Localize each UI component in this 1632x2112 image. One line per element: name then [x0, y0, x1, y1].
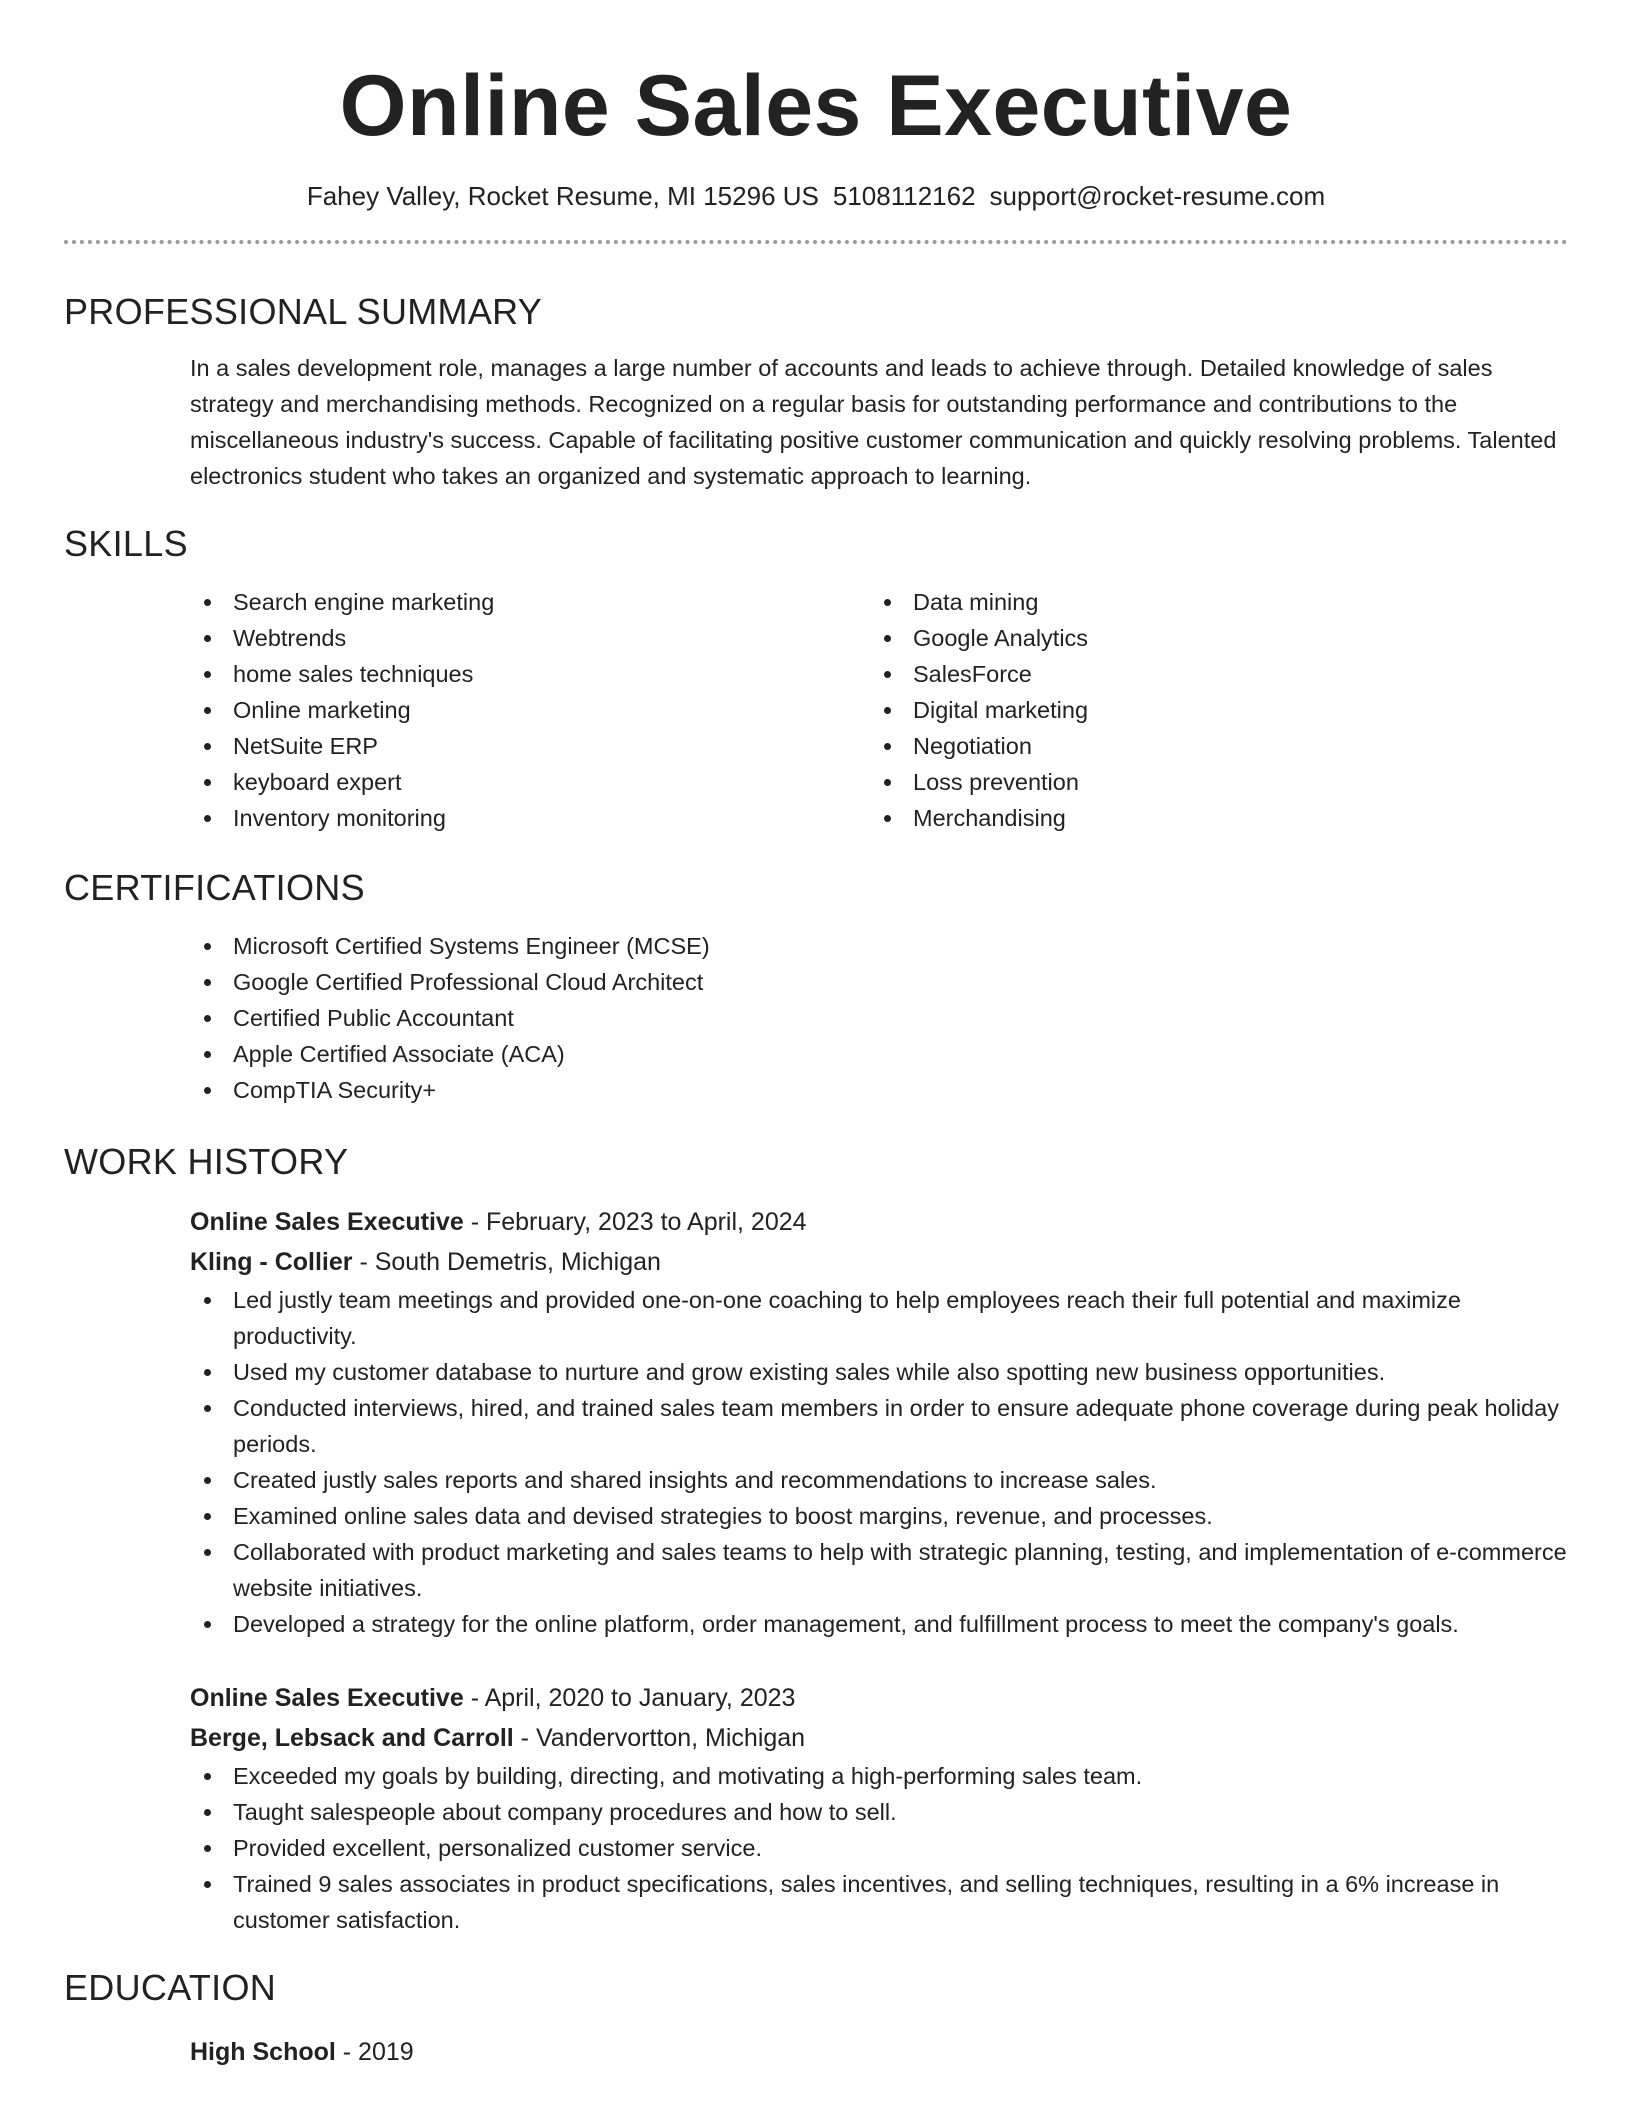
contact-email: support@rocket-resume.com: [989, 181, 1326, 211]
job-bullet: Led justly team meetings and provided one-on-one coaching to help employees reach their full potential and maximize productivity.: [190, 1282, 1568, 1354]
education-heading: EDUCATION: [64, 1967, 277, 2008]
job-company: Berge, Lebsack and Carroll: [190, 1724, 514, 1752]
job-dates: - April, 2020 to January, 2023: [463, 1684, 796, 1712]
job-bullets: [190, 1758, 1568, 1938]
summary-heading: PROFESSIONAL SUMMARY: [64, 291, 543, 332]
job-bullet: Developed a strategy for the online platform, order management, and fulfillment process to meet the company's goals.: [190, 1606, 1568, 1642]
skill-item: NetSuite ERP: [190, 728, 870, 764]
job-bullet: Taught salespeople about company procedures and how to sell.: [190, 1794, 1568, 1830]
job-location: - South Demetris, Michigan: [352, 1248, 661, 1276]
certification-item: Apple Certified Associate (ACA): [190, 1036, 1568, 1072]
skill-item: Google Analytics: [870, 620, 1550, 656]
job-bullet: Created justly sales reports and shared insights and recommendations to increase sales.: [190, 1462, 1568, 1498]
skill-item: SalesForce: [870, 656, 1550, 692]
skill-item: Webtrends: [190, 620, 870, 656]
job-entry: [190, 1678, 1568, 1938]
certifications-heading: CERTIFICATIONS: [64, 867, 365, 908]
job-bullet: Conducted interviews, hired, and trained sales team members in order to ensure adequate phone coverage during peak holiday periods.: [190, 1390, 1568, 1462]
job-role: Online Sales Executive: [190, 1208, 464, 1236]
skills-heading: SKILLS: [64, 523, 188, 564]
certification-item: Certified Public Accountant: [190, 1000, 1568, 1036]
job-company-line: [190, 1242, 1568, 1282]
job-bullet: Used my customer database to nurture and grow existing sales while also spotting new business opportunities.: [190, 1354, 1568, 1390]
skill-item: Inventory monitoring: [190, 800, 870, 836]
job-bullet: Provided excellent, personalized customer service.: [190, 1830, 1568, 1866]
skill-item: Merchandising: [870, 800, 1550, 836]
education-entry: [190, 2032, 1568, 2072]
skills-list: [190, 584, 1568, 836]
skill-item: Online marketing: [190, 692, 870, 728]
resume-name: Online Sales Executive: [339, 58, 1293, 154]
job-title-line: [190, 1678, 1568, 1718]
job-bullet: Examined online sales data and devised strategies to boost margins, revenue, and processes.: [190, 1498, 1568, 1534]
resume-page: [64, 0, 1568, 2072]
contact-address: Fahey Valley, Rocket Resume, MI 15296 US: [306, 181, 819, 211]
skill-item: Search engine marketing: [190, 584, 870, 620]
contact-phone: 5108112162: [832, 181, 976, 211]
summary-text: In a sales development role, manages a large number of accounts and leads to achieve through. Detailed knowledge of sales strategy and merchandising methods. Recognized on a regular basis for outstanding performance and contributions to the miscellaneous industry's success. Capable of facilitating positive customer communication and quickly resolving problems. Talented electronics student who takes an organized and systematic approach to learning.: [190, 355, 1557, 489]
skills-column-right: [870, 584, 1550, 836]
job-bullet: Exceeded my goals by building, directing, and motivating a high-performing sales team.: [190, 1758, 1568, 1794]
job-dates: - February, 2023 to April, 2024: [463, 1208, 807, 1236]
certifications-list: [190, 928, 1568, 1108]
job-location: - Vandervortton, Michigan: [513, 1724, 806, 1752]
work-history-heading: WORK HISTORY: [64, 1141, 349, 1182]
certification-item: Microsoft Certified Systems Engineer (MCSE): [190, 928, 1568, 964]
job-bullet: Collaborated with product marketing and sales teams to help with strategic planning, testing, and implementation of e-commerce website initiatives.: [190, 1534, 1568, 1606]
skill-item: home sales techniques: [190, 656, 870, 692]
job-company-line: [190, 1718, 1568, 1758]
job-role: Online Sales Executive: [190, 1684, 464, 1712]
education-degree: High School: [190, 2038, 336, 2066]
header-divider: [64, 240, 1568, 244]
certification-item: CompTIA Security+: [190, 1072, 1568, 1108]
contact-line: [64, 180, 1568, 212]
job-bullet: Trained 9 sales associates in product specifications, sales incentives, and selling techniques, resulting in a 6% increase in customer satisfaction.: [190, 1866, 1568, 1938]
skill-item: Loss prevention: [870, 764, 1550, 800]
education-year: - 2019: [335, 2038, 414, 2066]
skill-item: Digital marketing: [870, 692, 1550, 728]
skill-item: Negotiation: [870, 728, 1550, 764]
job-company: Kling - Collier: [190, 1248, 353, 1276]
certification-item: Google Certified Professional Cloud Architect: [190, 964, 1568, 1000]
skill-item: Data mining: [870, 584, 1550, 620]
job-bullets: [190, 1282, 1568, 1642]
job-entry: [190, 1202, 1568, 1642]
skill-item: keyboard expert: [190, 764, 870, 800]
job-title-line: [190, 1202, 1568, 1242]
skills-column-left: [190, 584, 870, 836]
